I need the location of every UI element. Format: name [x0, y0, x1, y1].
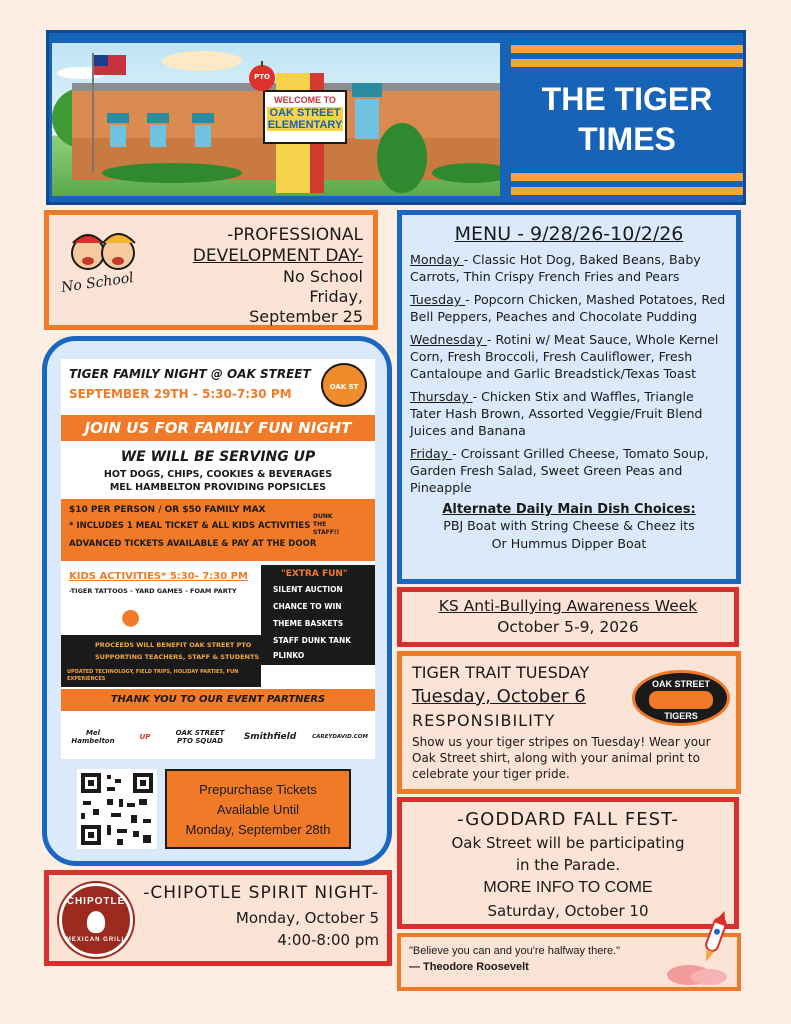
sponsor-logo: Smithfield	[243, 732, 297, 742]
newsletter-title: THE TIGER TIMES	[541, 81, 713, 157]
anti-bullying-date: October 5-9, 2026	[497, 618, 639, 636]
flyer-partners: THANK YOU TO OUR EVENT PARTNERS	[61, 689, 375, 711]
tiger-eyes-icon	[649, 691, 713, 709]
sign-elementary: ELEMENTARY	[267, 119, 343, 131]
tiger-trait-value: RESPONSIBILITY	[412, 711, 556, 730]
goddard-title: -GODDARD FALL FEST-	[457, 809, 679, 830]
flyer-advance: ADVANCED TICKETS AVAILABLE & PAY AT THE DOOR	[69, 539, 317, 549]
chipotle-spirit-night-panel	[44, 870, 392, 966]
menu-day-tuesday: Tuesday - Popcorn Chicken, Mashed Potatoes, Red Bell Peppers, Peaches and Chocolate Pudding	[410, 292, 726, 324]
family-night-flyer	[61, 359, 375, 759]
oak-street-tigers-logo: OAK STREET TIGERS	[632, 670, 730, 726]
lunch-menu-panel	[397, 210, 741, 584]
tiger-trait-body: Show us your tiger stripes on Tuesday! Wear your Oak Street shirt, along with your animal print to celebrate your tiger pride.	[412, 735, 711, 781]
menu-day-monday: Monday - Classic Hot Dog, Baked Beans, Baby Carrots, Thin Crispy French Fries and Pears	[410, 252, 701, 284]
menu-title: MENU - 9/28/26-10/2/26	[454, 223, 684, 245]
sign-school-name: OAK STREET	[267, 107, 343, 119]
pto-apple-text: PTO	[254, 73, 270, 81]
school-building-illustration	[52, 43, 500, 196]
flyer-extra-item: PLINKO	[273, 651, 305, 660]
sponsor-logo: Mel Hambelton	[71, 729, 115, 745]
paw-print-icon: ●	[121, 605, 141, 630]
flyer-kids-list: -TIGER TATTOOS - YARD GAMES - FOAM PARTY	[69, 587, 237, 595]
tickets-box	[165, 769, 351, 849]
qr-code-icon[interactable]	[77, 769, 157, 849]
menu-day-thursday: Thursday - Chicken Stix and Waffles, Triangle Tater Hash Brown, Assorted Veggie/Fruit Blend Juices and Banana	[410, 389, 703, 438]
menu-alt-line1: PBJ Boat with String Cheese & Cheez its	[443, 518, 695, 533]
flyer-serving: WE WILL BE SERVING UP	[120, 449, 316, 465]
flyer-title: TIGER FAMILY NIGHT @ OAK STREET	[69, 367, 311, 381]
flyer-kids-title: KIDS ACTIVITIES* 5:30- 7:30 PM	[69, 571, 248, 582]
flyer-extra-item: CHANCE TO WIN	[273, 602, 342, 611]
no-school-clipart-text: No School	[60, 270, 135, 296]
goddard-line3: MORE INFO TO COME	[483, 879, 653, 896]
flyer-food-line2: MEL HAMBELTON PROVIDING POPSICLES	[109, 482, 327, 493]
quote-panel	[397, 933, 741, 991]
tickets-line2: Available Until	[216, 802, 300, 817]
rocket-icon	[659, 907, 739, 987]
flyer-price-box	[61, 499, 375, 561]
flyer-banner: JOIN US FOR FAMILY FUN NIGHT	[61, 415, 375, 441]
flyer-proceeds-box	[61, 635, 261, 687]
chipotle-date: Monday, October 5	[235, 909, 379, 927]
tiger-mascot-icon: OAK ST	[321, 363, 367, 407]
header-banner	[46, 30, 746, 205]
goddard-line2: in the Parade.	[515, 856, 621, 874]
sponsor-logo: CAREYDAVID.COM	[312, 734, 368, 740]
flyer-proceeds-line1: PROCEEDS WILL BENEFIT OAK STREET PTO	[95, 641, 252, 649]
flyer-extra-box	[261, 565, 375, 665]
flyer-extra-item: THEME BASKETS	[273, 619, 344, 628]
flyer-date: SEPTEMBER 29TH - 5:30-7:30 PM	[69, 387, 292, 401]
menu-alt-title: Alternate Daily Main Dish Choices:	[442, 502, 696, 517]
flyer-food-line1: HOT DOGS, CHIPS, COOKIES & BEVERAGES	[103, 469, 333, 480]
flyer-extra-title: "EXTRA FUN"	[281, 569, 348, 579]
quote-text: "Believe you can and you're halfway there."	[409, 945, 621, 957]
menu-day-wednesday: Wednesday - Rotini w/ Meat Sauce, Whole Kernel Corn, Fresh Broccoli, Fresh Cauliflower, Fresh Cantaloupe and Garlic Breadstick/Texas Toast	[410, 332, 719, 381]
flyer-extra-item: STAFF DUNK TANK	[273, 636, 352, 645]
newsletter-title-box	[511, 43, 743, 196]
pd-title-line2: DEVELOPMENT DAY-	[192, 246, 363, 266]
chipotle-logo: CHIPOTLE MEXICAN GRILL	[59, 883, 133, 957]
family-night-panel	[42, 336, 392, 866]
flyer-proceeds-line3: UPDATED TECHNOLOGY, FIELD TRIPS, HOLIDAY PARTIES, FUN EXPERIENCES	[67, 669, 239, 682]
menu-alt-line2: Or Hummus Dipper Boat	[491, 536, 647, 551]
pd-no-school: No School	[283, 267, 363, 286]
flyer-dunk: DUNK THE STAFF!!	[313, 513, 340, 536]
flyer-price: $10 PER PERSON / OR $50 FAMILY MAX	[69, 505, 266, 515]
sponsor-logo: OAK STREET PTO SQUAD	[175, 729, 225, 745]
flyer-includes: * INCLUDES 1 MEAL TICKET & ALL KIDS ACTIVITIES	[69, 521, 311, 531]
pd-date: September 25	[249, 307, 363, 326]
sponsor-logos	[61, 719, 375, 755]
goddard-line4: Saturday, October 10	[487, 902, 649, 920]
flyer-proceeds-line2: SUPPORTING TEACHERS, STAFF & STUDENTS	[95, 653, 260, 661]
tiger-trait-title: TIGER TRAIT TUESDAY	[412, 663, 590, 682]
tiger-trait-date: Tuesday, October 6	[412, 686, 586, 707]
quote-author: — Theodore Roosevelt	[409, 961, 529, 973]
anti-bullying-panel	[397, 587, 739, 647]
menu-day-friday: Friday - Croissant Grilled Cheese, Tomato Soup, Garden Fresh Salad, Sweet Green Peas and Pineapple	[410, 446, 709, 495]
tickets-line3: Monday, September 28th	[185, 822, 331, 837]
pd-day: Friday,	[309, 287, 363, 306]
chipotle-time: 4:00-8:00 pm	[277, 931, 379, 949]
tickets-line1: Prepurchase Tickets	[199, 782, 317, 797]
sign-welcome: WELCOME TO	[274, 95, 336, 105]
flyer-extra-item: SILENT AUCTION	[273, 585, 343, 594]
pd-title-line1: -PROFESSIONAL	[227, 225, 363, 245]
anti-bullying-title: KS Anti-Bullying Awareness Week	[438, 597, 698, 615]
chipotle-title: -CHIPOTLE SPIRIT NIGHT-	[143, 883, 379, 903]
professional-development-panel	[44, 210, 378, 330]
sponsor-logo: UP	[139, 733, 151, 741]
goddard-line1: Oak Street will be participating	[451, 834, 685, 852]
tiger-trait-panel	[397, 651, 741, 794]
chili-pepper-icon	[87, 911, 105, 933]
